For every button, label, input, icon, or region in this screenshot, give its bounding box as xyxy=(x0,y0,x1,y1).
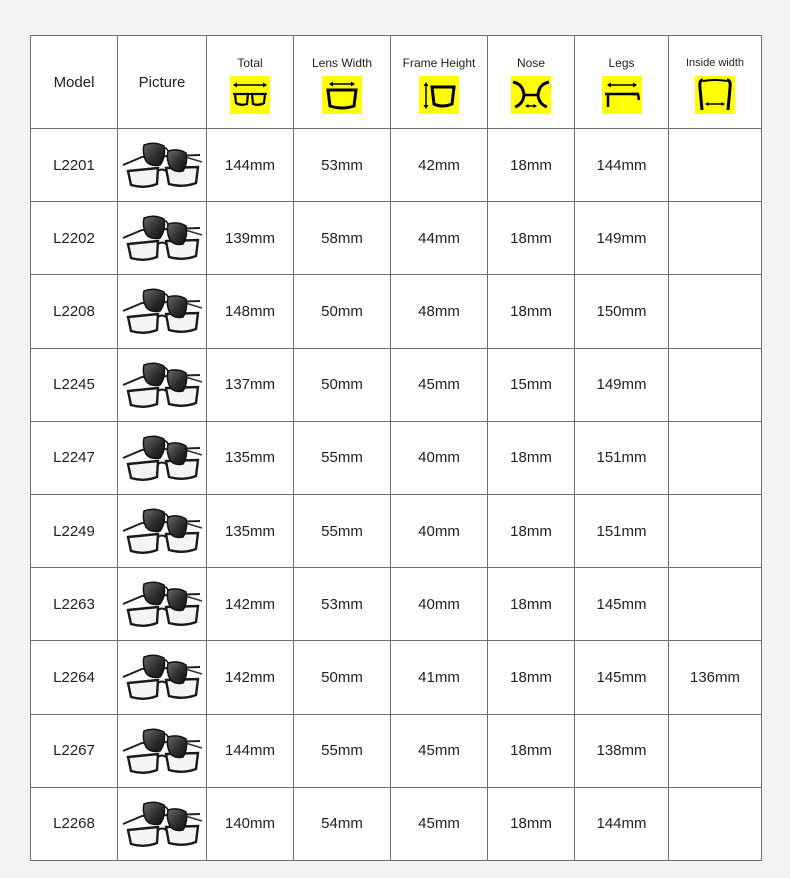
frame-height-cell: 40mm xyxy=(391,568,488,641)
picture-cell xyxy=(118,421,207,494)
inside-width-cell xyxy=(669,275,762,348)
header-legs-label: Legs xyxy=(608,55,635,70)
total-cell: 142mm xyxy=(207,568,294,641)
header-nose-label: Nose xyxy=(516,55,545,70)
nose-cell: 18mm xyxy=(488,494,575,567)
legs-cell: 149mm xyxy=(575,348,669,421)
frame-height-cell: 44mm xyxy=(391,202,488,275)
legs-cell: 151mm xyxy=(575,494,669,567)
header-total xyxy=(207,36,294,129)
lens-width-cell: 55mm xyxy=(294,421,391,494)
nose-cell: 18mm xyxy=(488,714,575,787)
lens-width-cell: 55mm xyxy=(294,494,391,567)
frame-height-icon xyxy=(419,76,459,114)
legs-cell: 138mm xyxy=(575,714,669,787)
frame-height-cell: 40mm xyxy=(391,421,488,494)
picture-cell xyxy=(118,641,207,714)
header-legs xyxy=(575,36,669,129)
legs-cell: 151mm xyxy=(575,421,669,494)
model-cell: L2249 xyxy=(31,494,118,567)
table-row xyxy=(31,641,762,714)
picture-cell xyxy=(118,275,207,348)
model-cell: L2267 xyxy=(31,714,118,787)
model-cell: L2247 xyxy=(31,421,118,494)
inside-width-cell xyxy=(669,202,762,275)
table-row xyxy=(31,421,762,494)
nose-cell: 18mm xyxy=(488,202,575,275)
model-cell: L2264 xyxy=(31,641,118,714)
glasses-thumbnail xyxy=(120,794,204,854)
legs-cell: 144mm xyxy=(575,129,669,202)
model-cell: L2268 xyxy=(31,787,118,860)
table-row xyxy=(31,275,762,348)
total-cell: 139mm xyxy=(207,202,294,275)
total-cell: 135mm xyxy=(207,421,294,494)
legs-cell: 150mm xyxy=(575,275,669,348)
header-nose xyxy=(488,36,575,129)
frame-height-cell: 45mm xyxy=(391,714,488,787)
header-lens-width xyxy=(294,36,391,129)
nose-cell: 15mm xyxy=(488,348,575,421)
glasses-thumbnail xyxy=(120,135,204,195)
picture-cell xyxy=(118,568,207,641)
glasses-thumbnail xyxy=(120,574,204,634)
frame-height-cell: 45mm xyxy=(391,348,488,421)
frame-height-cell: 41mm xyxy=(391,641,488,714)
total-cell: 137mm xyxy=(207,348,294,421)
glasses-thumbnail xyxy=(120,647,204,707)
nose-cell: 18mm xyxy=(488,641,575,714)
table-row xyxy=(31,129,762,202)
header-frame-height xyxy=(391,36,488,129)
inside-width-cell xyxy=(669,787,762,860)
picture-cell xyxy=(118,494,207,567)
glasses-thumbnail xyxy=(120,281,204,341)
header-total-label: Total xyxy=(237,55,263,70)
total-cell: 148mm xyxy=(207,275,294,348)
nose-bridge-icon xyxy=(511,76,551,114)
inside-width-cell xyxy=(669,714,762,787)
inside-width-cell xyxy=(669,568,762,641)
table-row xyxy=(31,714,762,787)
lens-width-cell: 50mm xyxy=(294,348,391,421)
inside-width-cell xyxy=(669,421,762,494)
legs-cell: 145mm xyxy=(575,568,669,641)
legs-cell: 144mm xyxy=(575,787,669,860)
picture-cell xyxy=(118,714,207,787)
nose-cell: 18mm xyxy=(488,129,575,202)
table-row xyxy=(31,348,762,421)
size-chart xyxy=(30,35,761,861)
table-row xyxy=(31,202,762,275)
total-cell: 142mm xyxy=(207,641,294,714)
header-inside-width-label: Inside width xyxy=(685,56,745,69)
nose-cell: 18mm xyxy=(488,568,575,641)
model-cell: L2208 xyxy=(31,275,118,348)
frame-height-cell: 48mm xyxy=(391,275,488,348)
header-lens-width-label: Lens Width xyxy=(311,55,373,70)
legs-cell: 149mm xyxy=(575,202,669,275)
spec-body xyxy=(31,129,762,861)
inside-width-cell: 136mm xyxy=(669,641,762,714)
nose-cell: 18mm xyxy=(488,787,575,860)
table-row xyxy=(31,787,762,860)
table-row xyxy=(31,494,762,567)
glasses-thumbnail xyxy=(120,501,204,561)
lens-width-cell: 53mm xyxy=(294,129,391,202)
glasses-thumbnail xyxy=(120,208,204,268)
total-width-icon xyxy=(230,76,270,114)
inside-width-cell xyxy=(669,494,762,567)
header-picture: Picture xyxy=(118,36,207,129)
total-cell: 140mm xyxy=(207,787,294,860)
inside-width-cell xyxy=(669,348,762,421)
glasses-thumbnail xyxy=(120,355,204,415)
header-frame-height-label: Frame Height xyxy=(402,55,476,70)
total-cell: 135mm xyxy=(207,494,294,567)
model-cell: L2245 xyxy=(31,348,118,421)
inside-width-icon xyxy=(695,76,735,114)
header-row xyxy=(31,36,762,129)
lens-width-cell: 58mm xyxy=(294,202,391,275)
lens-width-cell: 54mm xyxy=(294,787,391,860)
glasses-thumbnail xyxy=(120,721,204,781)
nose-cell: 18mm xyxy=(488,421,575,494)
lens-width-cell: 50mm xyxy=(294,275,391,348)
frame-height-cell: 40mm xyxy=(391,494,488,567)
total-cell: 144mm xyxy=(207,714,294,787)
header-inside-width xyxy=(669,36,762,129)
picture-cell xyxy=(118,787,207,860)
frame-height-cell: 42mm xyxy=(391,129,488,202)
legs-cell: 145mm xyxy=(575,641,669,714)
model-cell: L2201 xyxy=(31,129,118,202)
lens-width-cell: 55mm xyxy=(294,714,391,787)
picture-cell xyxy=(118,129,207,202)
total-cell: 144mm xyxy=(207,129,294,202)
model-cell: L2263 xyxy=(31,568,118,641)
nose-cell: 18mm xyxy=(488,275,575,348)
lens-width-icon xyxy=(322,76,362,114)
glasses-thumbnail xyxy=(120,428,204,488)
picture-cell xyxy=(118,348,207,421)
model-cell: L2202 xyxy=(31,202,118,275)
frame-height-cell: 45mm xyxy=(391,787,488,860)
temple-length-icon xyxy=(602,76,642,114)
header-model: Model xyxy=(31,36,118,129)
lens-width-cell: 50mm xyxy=(294,641,391,714)
spec-table xyxy=(30,35,762,861)
table-row xyxy=(31,568,762,641)
inside-width-cell xyxy=(669,129,762,202)
lens-width-cell: 53mm xyxy=(294,568,391,641)
picture-cell xyxy=(118,202,207,275)
